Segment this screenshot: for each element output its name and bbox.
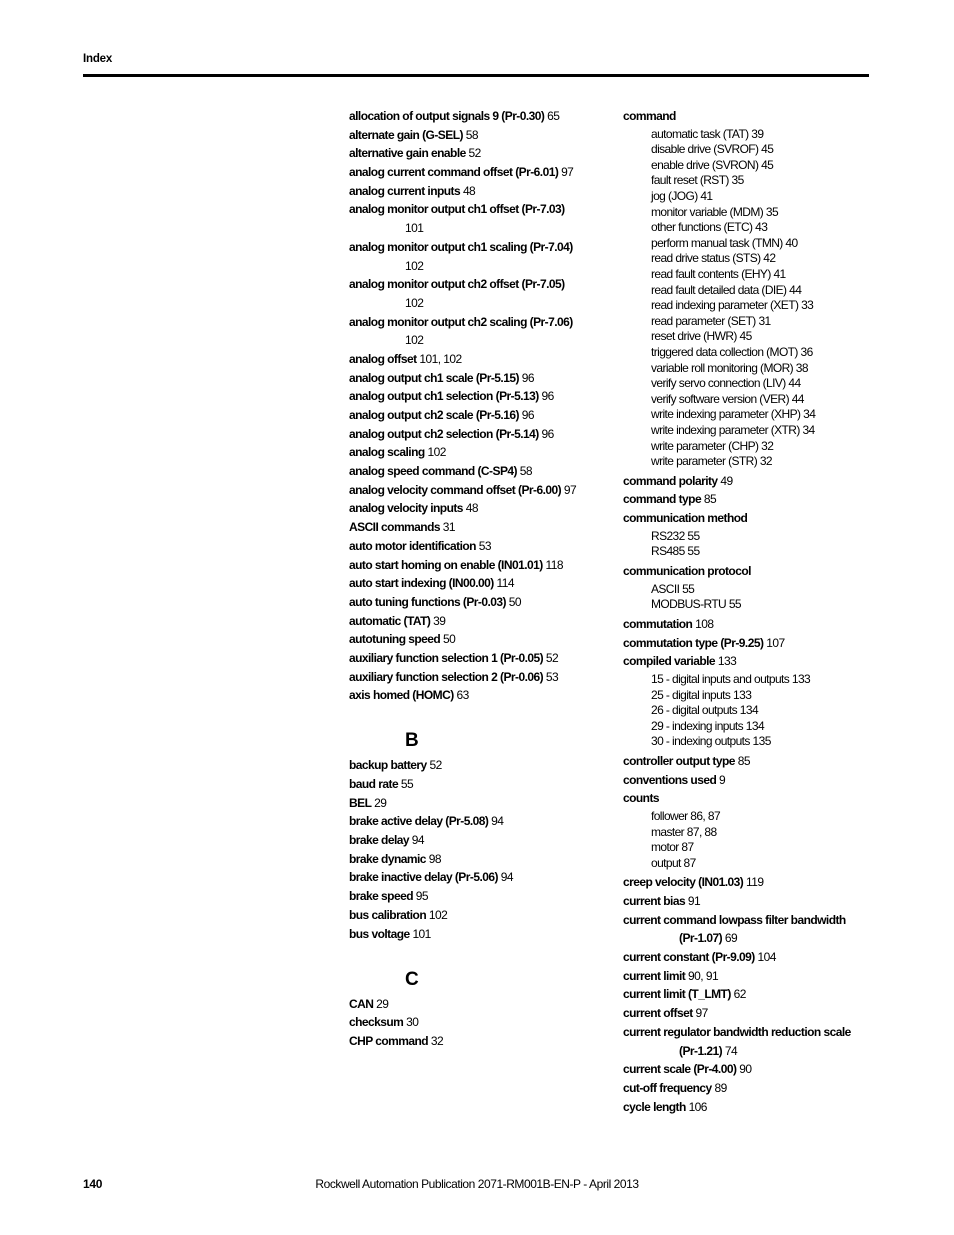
- index-entry: [623, 772, 883, 788]
- index-entry: [349, 127, 614, 143]
- entry-term: analog output ch2 selection (Pr-5.14): [349, 426, 539, 441]
- index-entry: [349, 519, 614, 535]
- index-entry: [349, 108, 614, 124]
- entry-term: BEL: [349, 795, 372, 810]
- index-entry: [349, 388, 614, 404]
- subentry-list: [623, 582, 883, 613]
- entry-term: analog speed command (C-SP4): [349, 464, 517, 479]
- index-entry: [623, 1005, 883, 1021]
- entry-term: current bias: [623, 894, 686, 909]
- entry-pages: 102: [427, 445, 446, 460]
- subentry: 25 - digital inputs 133: [651, 687, 752, 702]
- subentry: perform manual task (TMN) 40: [651, 235, 798, 250]
- index-entry: [349, 795, 614, 811]
- index-entry: [349, 314, 614, 330]
- entry-term: analog monitor output ch1 scaling (Pr-7.04): [349, 239, 573, 254]
- entry-term: brake dynamic: [349, 851, 426, 866]
- subentry: verify software version (VER) 44: [651, 391, 804, 406]
- index-entry: [623, 968, 883, 984]
- index-entry: [623, 986, 883, 1002]
- subentry: motor 87: [651, 840, 694, 855]
- entry-pages: 89: [714, 1080, 727, 1095]
- entry-pages: 101: [412, 926, 431, 941]
- subentry: variable roll monitoring (MOR) 38: [651, 360, 808, 375]
- entry-pages: 98: [428, 851, 441, 866]
- entry-term: analog output ch1 selection (Pr-5.13): [349, 389, 539, 404]
- entry-pages: 29: [376, 996, 389, 1011]
- entry-pages: 97: [695, 1006, 708, 1021]
- entry-term-continued: (Pr-1.07): [679, 931, 723, 946]
- entry-term-continued: (Pr-1.21): [679, 1043, 723, 1058]
- entry-term: automatic (TAT): [349, 613, 431, 628]
- entry-term: analog monitor output ch2 scaling (Pr-7.06): [349, 314, 573, 329]
- entry-term: current constant (Pr-9.09): [623, 950, 755, 965]
- entry-pages: 90, 91: [688, 968, 719, 983]
- entry-term: command type: [623, 492, 702, 507]
- section-letter: C: [405, 968, 419, 990]
- index-entry: [349, 1033, 614, 1049]
- subentry: MODBUS-RTU 55: [651, 597, 741, 612]
- index-entry: [623, 1080, 883, 1096]
- running-header: Index: [83, 53, 113, 65]
- entry-term: current limit: [623, 968, 686, 983]
- entry-term: cut-off frequency: [623, 1080, 712, 1095]
- index-entry: [349, 575, 614, 591]
- subentry-list: [623, 672, 883, 750]
- entry-pages: 90: [739, 1062, 752, 1077]
- index-entry: [349, 669, 614, 685]
- entry-pages: 52: [545, 650, 559, 665]
- entry-pages: 31: [442, 520, 456, 535]
- entry-pages: 50: [508, 594, 521, 609]
- entry-pages: 96: [541, 426, 554, 441]
- entry-term: brake inactive delay (Pr-5.06): [349, 870, 498, 885]
- entry-continuation: [349, 258, 614, 274]
- entry-pages: 52: [468, 146, 481, 161]
- subentry: 29 - indexing inputs 134: [651, 718, 765, 733]
- publication-info: Rockwell Automation Publication 2071-RM001B-EN-P - April 2013: [315, 1177, 639, 1191]
- entry-term: creep velocity (IN01.03): [623, 875, 744, 890]
- header-rule: [83, 74, 869, 77]
- entry-pages: 74: [724, 1043, 738, 1058]
- entry-term: auxiliary function selection 2 (Pr-0.06): [349, 669, 544, 684]
- index-entry: [349, 757, 614, 773]
- entry-term: communication protocol: [623, 564, 751, 578]
- index-entry: [349, 631, 614, 647]
- entry-pages: 32: [430, 1033, 444, 1048]
- index-entry: [349, 370, 614, 386]
- entry-pages: 119: [746, 875, 764, 890]
- subentry: read indexing parameter (XET) 33: [651, 298, 814, 313]
- entry-pages: 133: [717, 654, 737, 669]
- entry-term: current command lowpass filter bandwidth: [623, 912, 846, 927]
- subentry: master 87, 88: [651, 824, 717, 839]
- index-entry: [349, 276, 614, 292]
- entry-pages: 48: [465, 501, 478, 516]
- entry-pages: 118: [545, 557, 563, 572]
- subentry-list: [623, 529, 883, 560]
- index-entry: [349, 926, 614, 942]
- entry-continuation: [349, 295, 614, 311]
- entry-pages: 50: [443, 632, 456, 647]
- index-entry: [349, 996, 614, 1012]
- entry-pages: 48: [462, 183, 476, 198]
- entry-term: analog scaling: [349, 445, 425, 460]
- index-entry: [349, 907, 614, 923]
- entry-term: current scale (Pr-4.00): [623, 1062, 737, 1077]
- entry-term: conventions used: [623, 772, 717, 787]
- entry-pages: 9: [719, 772, 726, 787]
- entry-pages: 101: [405, 221, 424, 236]
- entry-term: analog monitor output ch1 offset (Pr-7.03): [349, 202, 565, 217]
- index-entry: [623, 563, 883, 579]
- subentry: follower 86, 87: [651, 808, 721, 823]
- entry-term: command: [623, 109, 676, 123]
- index-entry: [623, 753, 883, 769]
- entry-pages: 102: [405, 295, 424, 310]
- entry-pages: 104: [757, 950, 776, 965]
- subentry: verify servo connection (LIV) 44: [651, 376, 801, 391]
- index-entry: [349, 776, 614, 792]
- index-entry: [623, 893, 883, 909]
- entry-term: analog velocity inputs: [349, 501, 463, 516]
- subentry: read fault detailed data (DIE) 44: [651, 282, 802, 297]
- entry-term: analog output ch1 scale (Pr-5.15): [349, 370, 519, 385]
- entry-term: CAN: [349, 996, 374, 1011]
- index-entry: [349, 813, 614, 829]
- entry-term: auto start indexing (IN00.00): [349, 576, 494, 591]
- entry-pages: 114: [496, 576, 515, 591]
- entry-term: communication method: [623, 511, 748, 526]
- entry-term: cycle length: [623, 1099, 686, 1114]
- entry-pages: 58: [519, 464, 533, 479]
- entry-term: current limit (T_LMT): [623, 987, 731, 1002]
- entry-pages: 30: [406, 1015, 419, 1030]
- index-entry: [349, 557, 614, 573]
- subentry: write parameter (CHP) 32: [651, 438, 774, 453]
- entry-pages: 58: [465, 127, 478, 142]
- entry-term: current offset: [623, 1006, 693, 1021]
- index-entry: [623, 108, 883, 124]
- entry-continuation: [623, 1043, 883, 1059]
- subentry: write indexing parameter (XHP) 34: [651, 407, 816, 422]
- entry-term: analog current command offset (Pr-6.01): [349, 165, 559, 180]
- entry-pages: 106: [688, 1099, 707, 1114]
- index-entry: [349, 851, 614, 867]
- index-entry: [623, 1099, 883, 1115]
- entry-term: ASCII commands: [349, 520, 440, 535]
- index-entry: [349, 426, 614, 442]
- entry-term: baud rate: [349, 777, 399, 791]
- entry-term: commutation type (Pr-9.25): [623, 635, 764, 650]
- entry-term: bus calibration: [349, 907, 427, 922]
- entry-term: analog offset: [349, 351, 417, 366]
- index-entry: [623, 949, 883, 965]
- index-entry: [623, 510, 883, 526]
- index-entry: [623, 473, 883, 489]
- index-entry: [349, 594, 614, 610]
- index-entry: [349, 201, 614, 217]
- entry-term: analog monitor output ch2 offset (Pr-7.05): [349, 277, 565, 292]
- subentry-list: [623, 809, 883, 871]
- subentry: triggered data collection (MOT) 36: [651, 345, 813, 359]
- entry-term: autotuning speed: [349, 632, 441, 647]
- entry-pages: 29: [374, 795, 387, 810]
- entry-term: allocation of output signals 9 (Pr-0.30): [349, 109, 545, 123]
- subentry: reset drive (HWR) 45: [651, 329, 752, 344]
- entry-pages: 102: [405, 258, 424, 273]
- entry-pages: 85: [737, 753, 750, 768]
- index-entry: [623, 635, 883, 651]
- entry-pages: 108: [695, 616, 714, 631]
- index-entry: [623, 491, 883, 507]
- subentry: other functions (ETC) 43: [651, 220, 768, 235]
- entry-pages: 62: [733, 987, 746, 1002]
- index-entry: [349, 613, 614, 629]
- entry-term: bus voltage: [349, 926, 410, 941]
- entry-continuation: [623, 930, 883, 946]
- subentry: write indexing parameter (XTR) 34: [651, 422, 815, 437]
- index-entry: [349, 164, 614, 180]
- entry-term: auto start homing on enable (IN01.01): [349, 557, 543, 572]
- entry-term: command polarity: [623, 473, 718, 488]
- subentry: RS485 55: [651, 544, 700, 559]
- subentry-list: [623, 127, 883, 470]
- index-entry: [623, 912, 883, 928]
- index-entry: [349, 650, 614, 666]
- index-entry: [623, 1024, 883, 1040]
- subentry: jog (JOG) 41: [651, 189, 713, 204]
- entry-pages: 53: [545, 669, 559, 684]
- entry-pages: 65: [547, 109, 560, 123]
- entry-term: backup battery: [349, 758, 427, 773]
- index-entry: [349, 239, 614, 255]
- entry-pages: 39: [433, 613, 446, 628]
- subentry: read parameter (SET) 31: [651, 313, 771, 328]
- entry-term: alternative gain enable: [349, 146, 466, 161]
- index-entry: [623, 790, 883, 806]
- entry-term: auto motor identification: [349, 538, 476, 553]
- entry-term: controller output type: [623, 753, 735, 768]
- subentry: 30 - indexing outputs 135: [651, 734, 771, 749]
- subentry: automatic task (TAT) 39: [651, 126, 764, 141]
- index-entry: [349, 888, 614, 904]
- index-entry: [349, 500, 614, 516]
- index-entry: [349, 1014, 614, 1030]
- entry-pages: 96: [541, 389, 554, 404]
- subentry: write parameter (STR) 32: [651, 454, 772, 469]
- subentry: read drive status (STS) 42: [651, 251, 776, 266]
- entry-term: alternate gain (G-SEL): [349, 127, 463, 142]
- entry-term: analog output ch2 scale (Pr-5.16): [349, 408, 519, 422]
- index-entry: [349, 482, 614, 498]
- index-entry: [349, 538, 614, 554]
- entry-term: CHP command: [349, 1033, 429, 1048]
- entry-term: auto tuning functions (Pr-0.03): [349, 594, 506, 609]
- index-entry: [349, 463, 614, 479]
- entry-term: brake speed: [349, 889, 413, 904]
- section-letter: B: [405, 730, 419, 752]
- entry-pages: 101, 102: [419, 351, 462, 366]
- index-entry: [623, 874, 883, 890]
- entry-term: axis homed (HOMC): [349, 688, 454, 703]
- index-column-left: [349, 108, 614, 1052]
- entry-term: checksum: [349, 1015, 404, 1030]
- entry-pages: 53: [478, 538, 491, 553]
- index-entry: [349, 183, 614, 199]
- subentry: RS232 55: [651, 528, 700, 543]
- index-entry: [349, 869, 614, 885]
- index-entry: [349, 444, 614, 460]
- entry-pages: 94: [491, 814, 504, 829]
- entry-pages: 91: [687, 894, 701, 909]
- page-number: 140: [83, 1177, 103, 1191]
- entry-term: commutation: [623, 616, 693, 631]
- entry-term: current regulator bandwidth reduction scale: [623, 1024, 851, 1039]
- entry-pages: 94: [500, 870, 513, 885]
- entry-pages: 95: [415, 889, 429, 904]
- subentry: monitor variable (MDM) 35: [651, 204, 779, 219]
- index-entry: [349, 407, 614, 423]
- index-entry: [623, 1061, 883, 1077]
- entry-term: compiled variable: [623, 654, 716, 669]
- entry-continuation: [349, 332, 614, 348]
- index-entry: [349, 687, 614, 703]
- subentry: ASCII 55: [651, 581, 695, 596]
- subentry: output 87: [651, 855, 696, 870]
- subentry: 26 - digital outputs 134: [651, 703, 759, 718]
- subentry: enable drive (SVRON) 45: [651, 157, 774, 172]
- subentry: disable drive (SVROF) 45: [651, 142, 774, 157]
- index-entry: [349, 351, 614, 367]
- subentry: read fault contents (EHY) 41: [651, 267, 786, 282]
- entry-continuation: [349, 220, 614, 236]
- entry-pages: 102: [405, 333, 424, 348]
- entry-pages: 97: [563, 482, 577, 497]
- subentry: 15 - digital inputs and outputs 133: [651, 671, 811, 686]
- entry-pages: 85: [703, 492, 717, 507]
- entry-pages: 94: [411, 833, 425, 848]
- entry-term: counts: [623, 791, 660, 806]
- entry-pages: 96: [521, 370, 534, 385]
- entry-pages: 96: [521, 408, 534, 422]
- entry-pages: 69: [724, 931, 738, 946]
- entry-term: auxiliary function selection 1 (Pr-0.05): [349, 650, 544, 665]
- entry-pages: 55: [400, 777, 414, 791]
- index-entry: [623, 616, 883, 632]
- entry-pages: 63: [456, 688, 469, 703]
- entry-pages: 107: [766, 635, 785, 650]
- index-entry: [349, 145, 614, 161]
- entry-term: analog current inputs: [349, 183, 461, 198]
- entry-term: brake delay: [349, 833, 409, 848]
- index-entry: [623, 653, 883, 669]
- entry-pages: 97: [561, 165, 574, 180]
- entry-pages: 102: [428, 907, 448, 922]
- index-column-right: [623, 108, 883, 1117]
- entry-term: brake active delay (Pr-5.08): [349, 814, 489, 829]
- entry-pages: 49: [720, 473, 733, 488]
- entry-pages: 52: [429, 758, 442, 773]
- entry-term: analog velocity command offset (Pr-6.00): [349, 482, 562, 497]
- subentry: fault reset (RST) 35: [651, 173, 744, 188]
- index-entry: [349, 832, 614, 848]
